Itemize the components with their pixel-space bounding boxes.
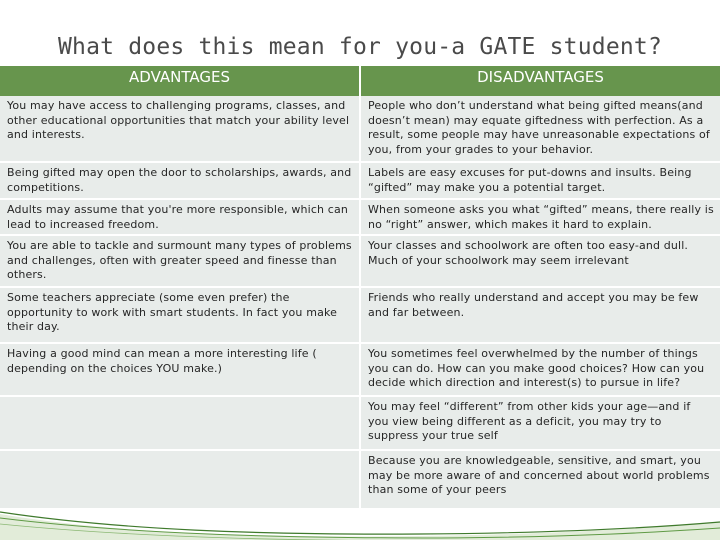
advantage-cell xyxy=(0,451,359,508)
column-divider xyxy=(359,96,361,508)
advantage-cell: You may have access to challenging programs, classes, and other educational opportunities that match your ability level and interests. xyxy=(7,99,350,141)
advantage-cell: Adults may assume that you're more responsible, which can lead to increased freedom. xyxy=(7,203,349,231)
wave-fill xyxy=(0,514,720,540)
page-title: What does this mean for you-a GATE student? xyxy=(57,34,663,60)
advantage-cell: Being gifted may open the door to scholarships, awards, and competitions. xyxy=(7,166,352,194)
disadvantages-header: DISADVANTAGES xyxy=(361,66,720,96)
disadvantage-cell: Your classes and schoolwork are often too easy-and dull. Much of your schoolwork may seem irrelevant xyxy=(368,239,689,267)
disadvantage-cell: Because you are knowledgeable, sensitive, and smart, you may be more aware of and concerned about world problems than some of your peers xyxy=(368,454,710,496)
advantage-cell xyxy=(0,397,359,449)
advantage-cell: Some teachers appreciate (some even prefer) the opportunity to work with smart students. In fact you make their day. xyxy=(7,291,338,333)
disadvantage-cell: Labels are easy excuses for put-downs and insults. Being “gifted” may make you a potential target. xyxy=(368,166,692,194)
disadvantage-cell: You sometimes feel overwhelmed by the number of things you can do. How can you make good choices? How can you decide which direction and interest(s) to pursue in life? xyxy=(368,347,705,389)
disadvantage-cell: When someone asks you what “gifted” means, there really is no “right” answer, which makes it hard to explain. xyxy=(368,203,714,231)
advantages-header: ADVANTAGES xyxy=(0,66,359,96)
disadvantage-cell: You may feel “different” from other kids your age—and if you view being different as a deficit, you may try to suppress your true self xyxy=(368,400,691,442)
disadvantage-cell: Friends who really understand and accept you may be few and far between. xyxy=(368,291,699,319)
advantage-cell: Having a good mind can mean a more interesting life ( depending on the choices YOU make.) xyxy=(7,347,317,375)
advantage-cell: You are able to tackle and surmount many types of problems and challenges, often with greater speed and finesse than others. xyxy=(7,239,352,281)
decorative-wave xyxy=(0,508,720,540)
disadvantage-cell: People who don’t understand what being gifted means(and doesn’t mean) may equate giftedness with perfection. As a result, some people may have unreasonable expectations of you, from your grades to your behavior. xyxy=(368,99,710,156)
